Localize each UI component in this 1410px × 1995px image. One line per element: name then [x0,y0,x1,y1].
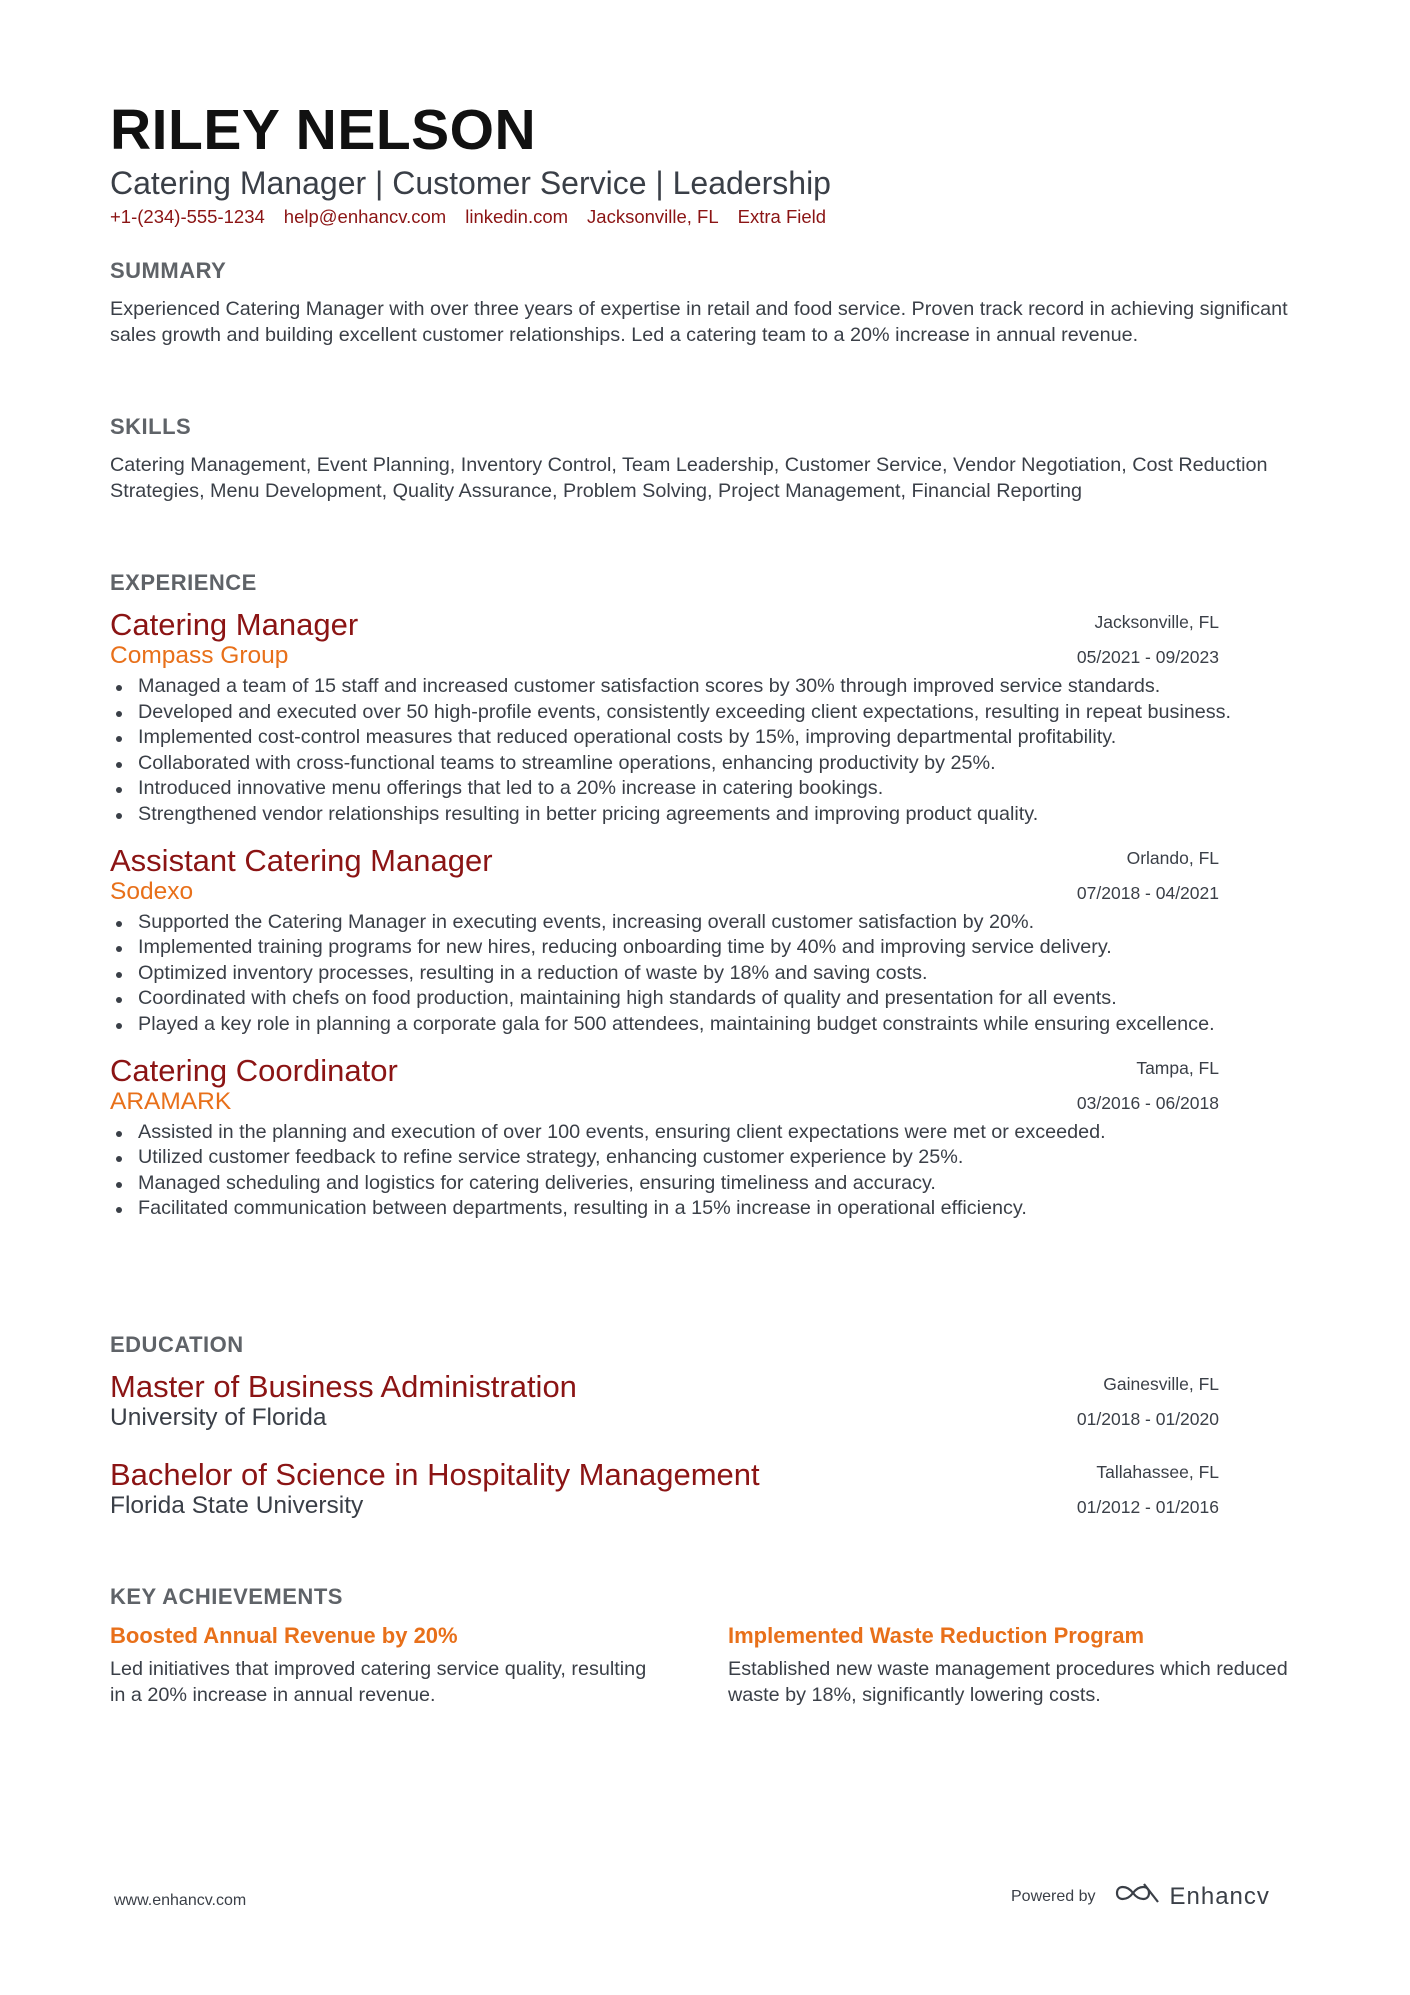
bullet-item: Played a key role in planning a corporate gala for 500 attendees, maintaining budget constraints while ensuring excellence. [110,1012,1238,1038]
contact-email[interactable]: help@enhancv.com [283,206,447,227]
footer-website[interactable]: www.enhancv.com [114,1892,247,1909]
job-entry [110,1052,1308,1222]
degree-title: Master of Business Administration [110,1369,577,1404]
job-role: Assistant Catering Manager [110,842,493,878]
achievement-title: Boosted Annual Revenue by 20% [110,1623,458,1648]
degree-title: Bachelor of Science in Hospitality Management [110,1457,760,1492]
bullet-item: Facilitated communication between departments, resulting in a 15% increase in operational efficiency. [110,1196,1238,1222]
achievements-grid [110,1622,1308,1732]
bullet-item: Supported the Catering Manager in executing events, increasing overall customer satisfaction by 20%. [110,910,1238,936]
job-company: ARAMARK [110,1087,232,1115]
bullet-item: Developed and executed over 50 high-profile events, consistently exceeding client expectations, resulting in repeat business. [110,700,1238,726]
bullet-item: Assisted in the planning and execution of over 100 events, ensuring client expectations were met or exceeded. [110,1120,1238,1146]
summary-section [110,256,1308,348]
school-name: University of Florida [110,1404,327,1431]
job-location: Orlando, FL [1126,847,1219,868]
job-company: Sodexo [110,877,194,905]
achievement-title: Implemented Waste Reduction Program [728,1623,1145,1648]
section-title-experience: EXPERIENCE [110,570,257,595]
skills-section [110,412,1308,504]
section-title-education: EDUCATION [110,1332,244,1357]
job-bullets [110,1120,1308,1222]
contact-linkedin[interactable]: linkedin.com [465,206,569,227]
bullet-item: Managed scheduling and logistics for catering deliveries, ensuring timeliness and accuracy. [110,1171,1238,1197]
job-dates: 05/2021 - 09/2023 [1076,647,1219,667]
bullet-item: Coordinated with chefs on food production, maintaining high standards of quality and presentation for all events. [110,986,1238,1012]
job-dates: 03/2016 - 06/2018 [1076,1092,1219,1113]
achievement-item [110,1622,670,1708]
job-role: Catering Coordinator [110,1052,398,1088]
section-title-summary: SUMMARY [110,258,227,283]
bullet-item: Introduced innovative menu offerings that led to a 20% increase in catering bookings. [110,776,1238,802]
bullet-item: Managed a team of 15 staff and increased customer satisfaction scores by 30% through improved service standards. [110,674,1238,700]
bullet-item: Implemented cost-control measures that reduced operational costs by 15%, improving departmental profitability. [110,725,1238,751]
contact-location: Jacksonville, FL [587,206,719,227]
education-location: Gainesville, FL [1103,1374,1219,1394]
bullet-item: Implemented training programs for new hires, reducing onboarding time by 40% and improving service delivery. [110,935,1238,961]
footer-branding [1011,1880,1270,1913]
job-location: Jacksonville, FL [1094,612,1219,632]
job-dates: 07/2018 - 04/2021 [1076,882,1219,903]
job-role: Catering Manager [110,607,359,642]
job-entry [110,842,1308,1038]
education-dates: 01/2018 - 01/2020 [1076,1409,1219,1429]
education-entry [110,1456,1308,1522]
job-company: Compass Group [110,642,289,669]
powered-by-label: Powered by [1011,1887,1096,1905]
resume-page [110,98,1308,1706]
section-title-skills: SKILLS [110,414,192,439]
skills-text: Catering Management, Event Planning, Inventory Control, Team Leadership, Customer Service, Vendor Negotiation, Cost Reduction Strategies, Menu Development, Quality Assurance, Problem Solving, Project Management, Financial Reporting [110,454,1268,502]
brand-name: Enhancv [1169,1882,1270,1910]
education-dates: 01/2012 - 01/2016 [1076,1497,1219,1517]
education-section [110,1330,1308,1522]
experience-section [110,568,1308,1222]
enhancv-logo-icon [1114,1880,1160,1913]
candidate-name: RILEY NELSON [110,98,537,162]
education-entry [110,1368,1308,1434]
headline: Catering Manager | Customer Service | Leadership [110,165,831,201]
bullet-item: Optimized inventory processes, resulting in a reduction of waste by 18% and saving costs. [110,961,1238,987]
section-title-achievements: KEY ACHIEVEMENTS [110,1584,343,1609]
job-bullets [110,674,1308,828]
education-location: Tallahassee, FL [1096,1462,1219,1482]
school-name: Florida State University [110,1492,364,1519]
summary-text: Experienced Catering Manager with over three years of expertise in retail and food service. Proven track record in achieving significant sales growth and building excellent customer relationships. Led a catering team to a 20% increase in annual revenue. [110,298,1288,346]
contact-extra-field: Extra Field [737,206,827,227]
contact-bar [110,204,1308,230]
bullet-item: Collaborated with cross-functional teams to streamline operations, enhancing productivity by 25%. [110,751,1238,777]
achievements-section [110,1582,1308,1732]
job-bullets [110,910,1308,1038]
bullet-item: Utilized customer feedback to refine service strategy, enhancing customer experience by 25%. [110,1145,1238,1171]
brand-logo[interactable] [1114,1880,1270,1913]
job-location: Tampa, FL [1136,1057,1219,1078]
bullet-item: Strengthened vendor relationships resulting in better pricing agreements and improving product quality. [110,802,1238,828]
job-entry [110,606,1308,828]
achievement-description: Established new waste management procedures which reduced waste by 18%, significantly lowering costs. [728,1658,1288,1706]
contact-phone[interactable]: +1-(234)-555-1234 [110,206,265,227]
achievement-item [728,1622,1288,1708]
achievement-description: Led initiatives that improved catering service quality, resulting in a 20% increase in annual revenue. [110,1658,647,1706]
